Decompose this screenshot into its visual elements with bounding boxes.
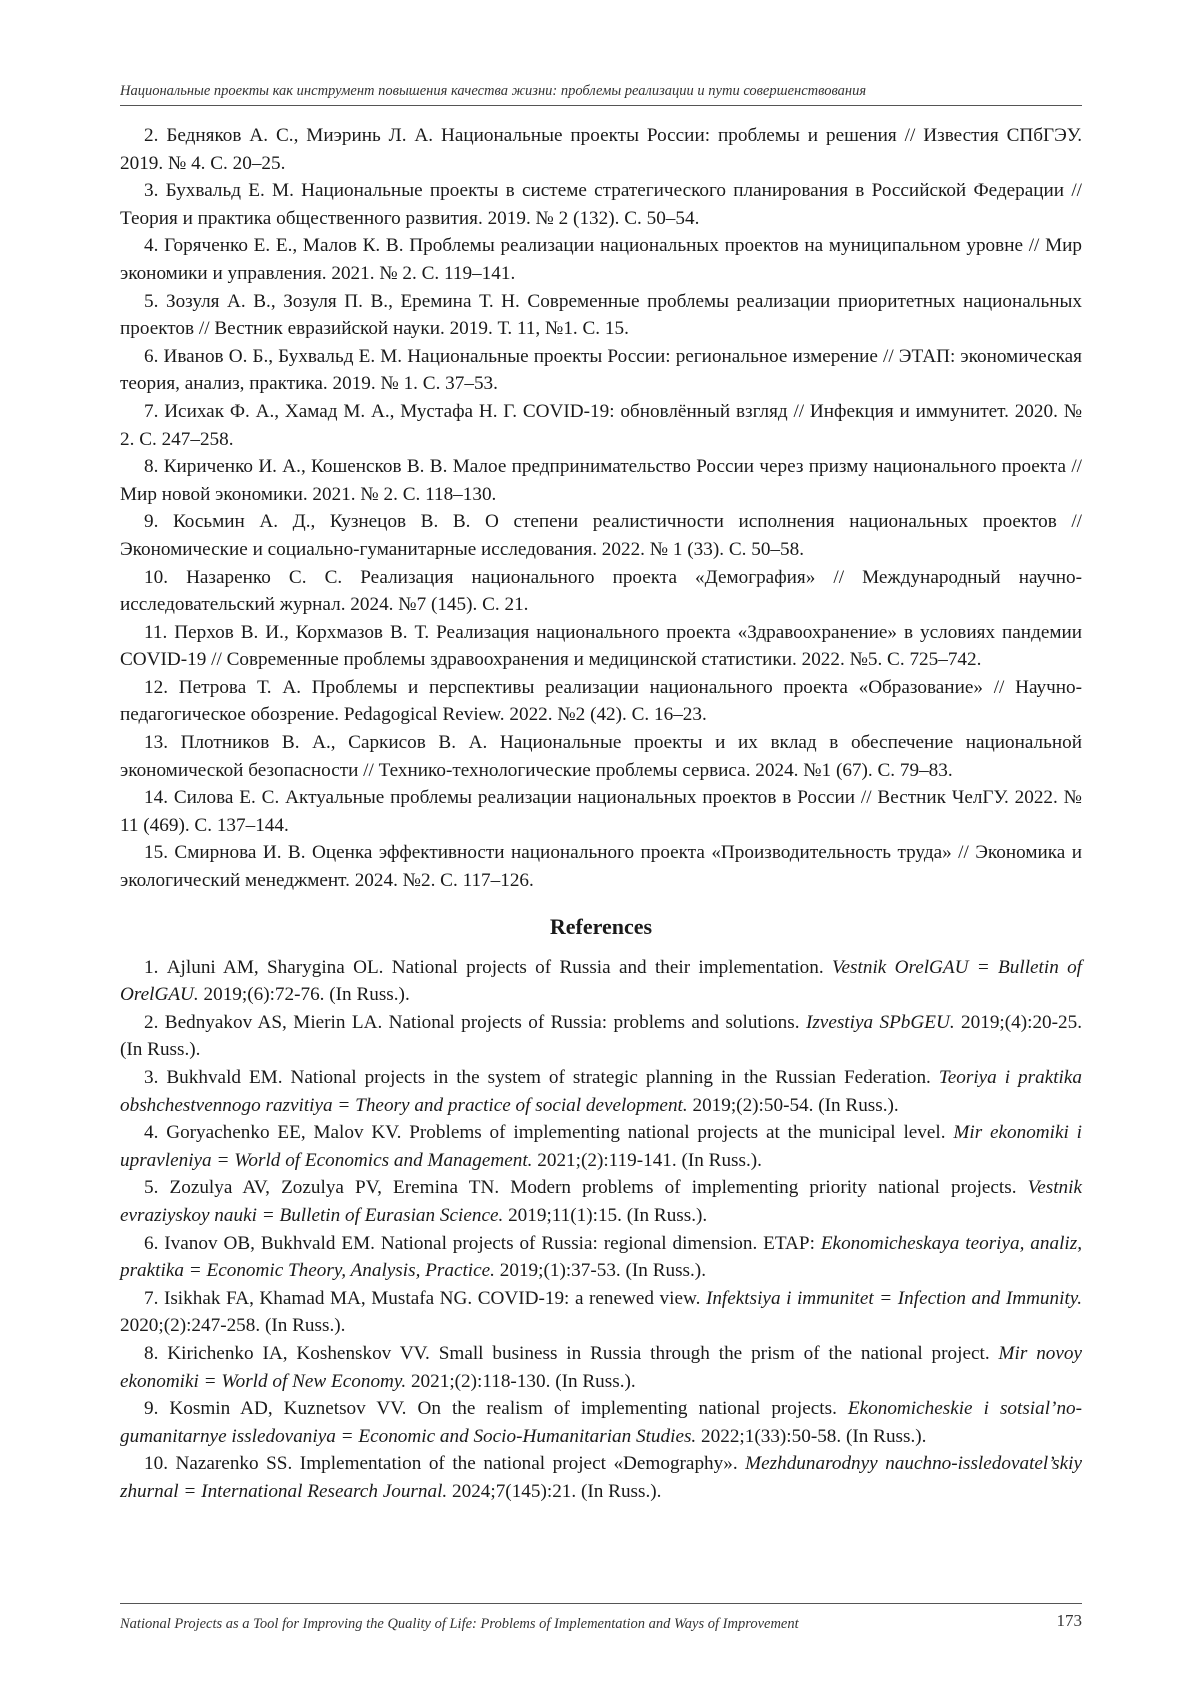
reference-authors: Назаренко С. С. [186, 566, 343, 588]
reference-number: 3. [144, 180, 159, 202]
reference-number: 5. [144, 290, 159, 312]
reference-entry [120, 177, 1082, 232]
reference-entry [120, 1230, 1082, 1285]
reference-authors: Косьмин А. Д., Кузнецов В. В. [172, 511, 471, 533]
reference-pages: 2021;(2):118-130. (In Russ.). [410, 1370, 636, 1392]
reference-details: Проблемы реализации национальных проектов на муниципальном уровне // Мир экономики и управления. 2021. № 2. С. 119–141. [120, 235, 1083, 284]
reference-number: 9. [144, 511, 159, 533]
header-rule [120, 105, 1082, 106]
reference-entry [120, 729, 1082, 784]
reference-authors: Исихак Ф. А., Хамад М. А., Мустафа Н. Г. [164, 400, 518, 422]
reference-entry [120, 1340, 1082, 1395]
reference-entry [120, 839, 1082, 894]
reference-authors: Зозуля А. В., Зозуля П. В., Еремина Т. Н. [165, 290, 520, 312]
reference-number: 2. [144, 1011, 159, 1033]
footer-rule [120, 1603, 1082, 1604]
reference-details: Проблемы и перспективы реализации национального проекта «Образование» // Научно-педагогическое обозрение. Pedagogical Review. 2022. №2 (42). С. 16–23. [120, 676, 1083, 726]
reference-entry [120, 453, 1082, 508]
reference-journal: Vestnik evraziyskoy nauki = Bulletin of Eurasian Science. [120, 1177, 1082, 1226]
reference-citation: Nazarenko SS. Implementation of the national project «Demography». [175, 1453, 738, 1475]
reference-entry [120, 784, 1082, 839]
reference-citation: Bukhvald EM. National projects in the system of strategic planning in the Russian Federation. [166, 1067, 931, 1088]
reference-details: Реализация национального проекта «Здравоохранение» в условиях пандемии COVID-19 // Современные проблемы здравоохранения и медицинской статистики. 2022. №5. С. 725–742. [120, 621, 1083, 671]
references-heading: References [549, 913, 653, 939]
reference-entry [120, 122, 1082, 177]
reference-pages: 2019;(2):50-54. (In Russ.). [692, 1094, 899, 1116]
reference-number: 10. [144, 566, 168, 588]
reference-entry [120, 288, 1082, 343]
reference-details: Малое предпринимательство России через призму национального проекта // Мир новой экономики. 2021. № 2. С. 118–130. [120, 456, 1082, 505]
reference-journal: Infektsiya i immunitet = Infection and Immunity. [705, 1287, 1083, 1309]
reference-authors: Смирнова И. В. [174, 842, 306, 864]
reference-entry [120, 398, 1082, 453]
reference-entry [120, 343, 1082, 398]
reference-entry [120, 674, 1082, 729]
reference-number: 4. [144, 235, 159, 257]
reference-authors: Плотников В. А., Саркисов В. А. [180, 732, 488, 754]
reference-number: 8. [144, 1342, 159, 1364]
english-reference-list [120, 954, 1082, 1506]
reference-details: О степени реалистичности исполнения национальных проектов // Экономические и социально-гуманитарные исследования. 2022. № 1 (33). С. 50–58. [120, 511, 1083, 560]
page-body [120, 122, 1082, 1506]
reference-citation: Zozulya AV, Zozulya PV, Eremina TN. Modern problems of implementing priority national projects. [169, 1177, 1017, 1199]
reference-number: 6. [144, 1232, 159, 1254]
reference-number: 7. [144, 400, 159, 422]
reference-pages: 2024;7(145):21. (In Russ.). [452, 1480, 662, 1502]
reference-number: 13. [144, 732, 168, 754]
reference-citation: Kosmin AD, Kuznetsov VV. On the realism of implementing national projects. [169, 1398, 837, 1420]
reference-authors: Иванов О. Б., Бухвальд Е. М. [163, 345, 403, 367]
reference-number: 14. [144, 787, 168, 809]
reference-entry [120, 1285, 1082, 1340]
reference-authors: Бедняков А. С., Миэринь Л. А. [166, 125, 434, 146]
reference-entry [120, 954, 1082, 1009]
reference-details: Национальные проекты в системе стратегического планирования в Российской Федерации // Теория и практика общественного развития. 2019. № 2 (132). С. 50–54. [120, 180, 1082, 229]
reference-number: 15. [144, 842, 168, 864]
reference-number: 1. [144, 956, 159, 978]
reference-pages: 2019;11(1):15. (In Russ.). [508, 1204, 708, 1226]
page-number: 173 [1056, 1611, 1082, 1630]
reference-citation: Ivanov OB, Bukhvald EM. National projects of Russia: regional dimension. ETAP: [164, 1232, 815, 1254]
reference-citation: Ajluni AM, Sharygina OL. National projects of Russia and their implementation. [166, 956, 824, 978]
reference-entry [120, 1395, 1082, 1450]
reference-authors: Горяченко Е. Е., Малов К. В. [164, 235, 404, 257]
reference-number: 3. [144, 1067, 159, 1088]
reference-number: 5. [144, 1177, 159, 1199]
running-head: Национальные проекты как инструмент повышения качества жизни: проблемы реализации и пути совершенствования [120, 83, 867, 99]
reference-entry [120, 1009, 1082, 1064]
reference-number: 7. [144, 1287, 159, 1309]
reference-authors: Силова Е. С. [173, 787, 280, 809]
reference-journal: Teoriya i praktika obshchestvennogo razvitiya = Theory and practice of social development. [120, 1067, 1083, 1116]
russian-reference-list [120, 122, 1082, 895]
reference-journal: Izvestiya SPbGEU. [805, 1011, 955, 1033]
reference-number: 9. [144, 1398, 159, 1420]
reference-number: 11. [144, 621, 168, 643]
reference-authors: Кириченко И. А., Кошенсков В. В. [163, 456, 448, 478]
reference-details: Реализация национального проекта «Демография» // Международный научно-исследовательский журнал. 2024. №7 (145). С. 21. [120, 566, 1083, 616]
reference-citation: Kirichenko IA, Koshenskov VV. Small business in Russia through the prism of the national project. [167, 1342, 990, 1364]
reference-number: 10. [144, 1453, 168, 1475]
reference-details: Национальные проекты России: проблемы и решения // Известия СПбГЭУ. 2019. № 4. С. 20–25. [120, 125, 1082, 174]
reference-entry [120, 564, 1082, 619]
reference-pages: 2019;(1):37-53. (In Russ.). [499, 1260, 706, 1282]
reference-details: Национальные проекты и их вклад в обеспечение национальной экономической безопасности // Технико-технологические проблемы сервиса. 2024. №1 (67). С. 79–83. [120, 732, 1083, 781]
reference-details: Оценка эффективности национального проекта «Производительность труда» // Экономика и экологический менеджмент. 2024. №2. С. 117–126. [120, 842, 1082, 892]
reference-number: 4. [144, 1122, 159, 1144]
reference-details: Национальные проекты России: региональное измерение // ЭТАП: экономическая теория, анализ, практика. 2019. № 1. С. 37–53. [120, 345, 1083, 395]
reference-journal: Vestnik OrelGAU = Bulletin of OrelGAU. [120, 956, 1083, 1006]
reference-citation: Goryachenko EE, Malov KV. Problems of implementing national projects at the municipal level. [166, 1122, 946, 1144]
reference-authors: Петрова Т. А. [178, 676, 302, 698]
reference-details: Актуальные проблемы реализации национальных проектов в России // Вестник ЧелГУ. 2022. № 11 (469). С. 137–144. [120, 787, 1082, 836]
reference-authors: Бухвальд Е. М. [165, 180, 294, 202]
reference-entry [120, 232, 1082, 287]
reference-pages: 2019;(4):20-25. (In Russ.). [120, 1011, 1083, 1061]
reference-number: 2. [144, 125, 159, 146]
reference-journal: Ekonomicheskie i sotsial’no-gumanitarnye issledovaniya = Economic and Socio-Humanitarian Studies. [120, 1398, 1083, 1447]
reference-details: COVID-19: обновлённый взгляд // Инфекция и иммунитет. 2020. № 2. С. 247–258. [120, 400, 1083, 450]
reference-pages: 2019;(6):72-76. (In Russ.). [203, 984, 410, 1006]
reference-details: Современные проблемы реализации приоритетных национальных проектов // Вестник евразийской науки. 2019. Т. 11, №1. С. 15. [120, 290, 1083, 340]
reference-entry [120, 1450, 1082, 1505]
reference-entry [120, 619, 1082, 674]
reference-pages: 2020;(2):247-258. (In Russ.). [120, 1315, 346, 1337]
reference-entry [120, 508, 1082, 563]
reference-pages: 2022;1(33):50-58. (In Russ.). [701, 1425, 927, 1447]
reference-journal: Mir novoy ekonomiki = World of New Economy. [120, 1342, 1083, 1392]
reference-number: 6. [144, 345, 159, 367]
running-foot: National Projects as a Tool for Improving the Quality of Life: Problems of Implementation and Ways of Improvement [120, 1616, 799, 1632]
reference-journal: Mir ekonomiki i upravleniya = World of Economics and Management. [120, 1122, 1083, 1171]
reference-authors: Перхов В. И., Корхмазов В. Т. [174, 621, 430, 643]
reference-number: 12. [144, 676, 168, 698]
reference-pages: 2021;(2):119-141. (In Russ.). [537, 1149, 762, 1171]
reference-entry [120, 1064, 1082, 1119]
reference-citation: Bednyakov AS, Mierin LA. National projects of Russia: problems and solutions. [164, 1011, 800, 1033]
reference-entry [120, 1174, 1082, 1229]
reference-number: 8. [144, 456, 159, 478]
reference-journal: Ekonomicheskaya teoriya, analiz, praktika = Economic Theory, Analysis, Practice. [120, 1232, 1083, 1282]
reference-citation: Isikhak FA, Khamad MA, Mustafa NG. COVID-19: a renewed view. [163, 1287, 701, 1309]
reference-entry [120, 1119, 1082, 1174]
reference-journal: Mezhdunarodnyy nauchno-issledovatel’skiy zhurnal = International Research Journal. [120, 1453, 1082, 1502]
